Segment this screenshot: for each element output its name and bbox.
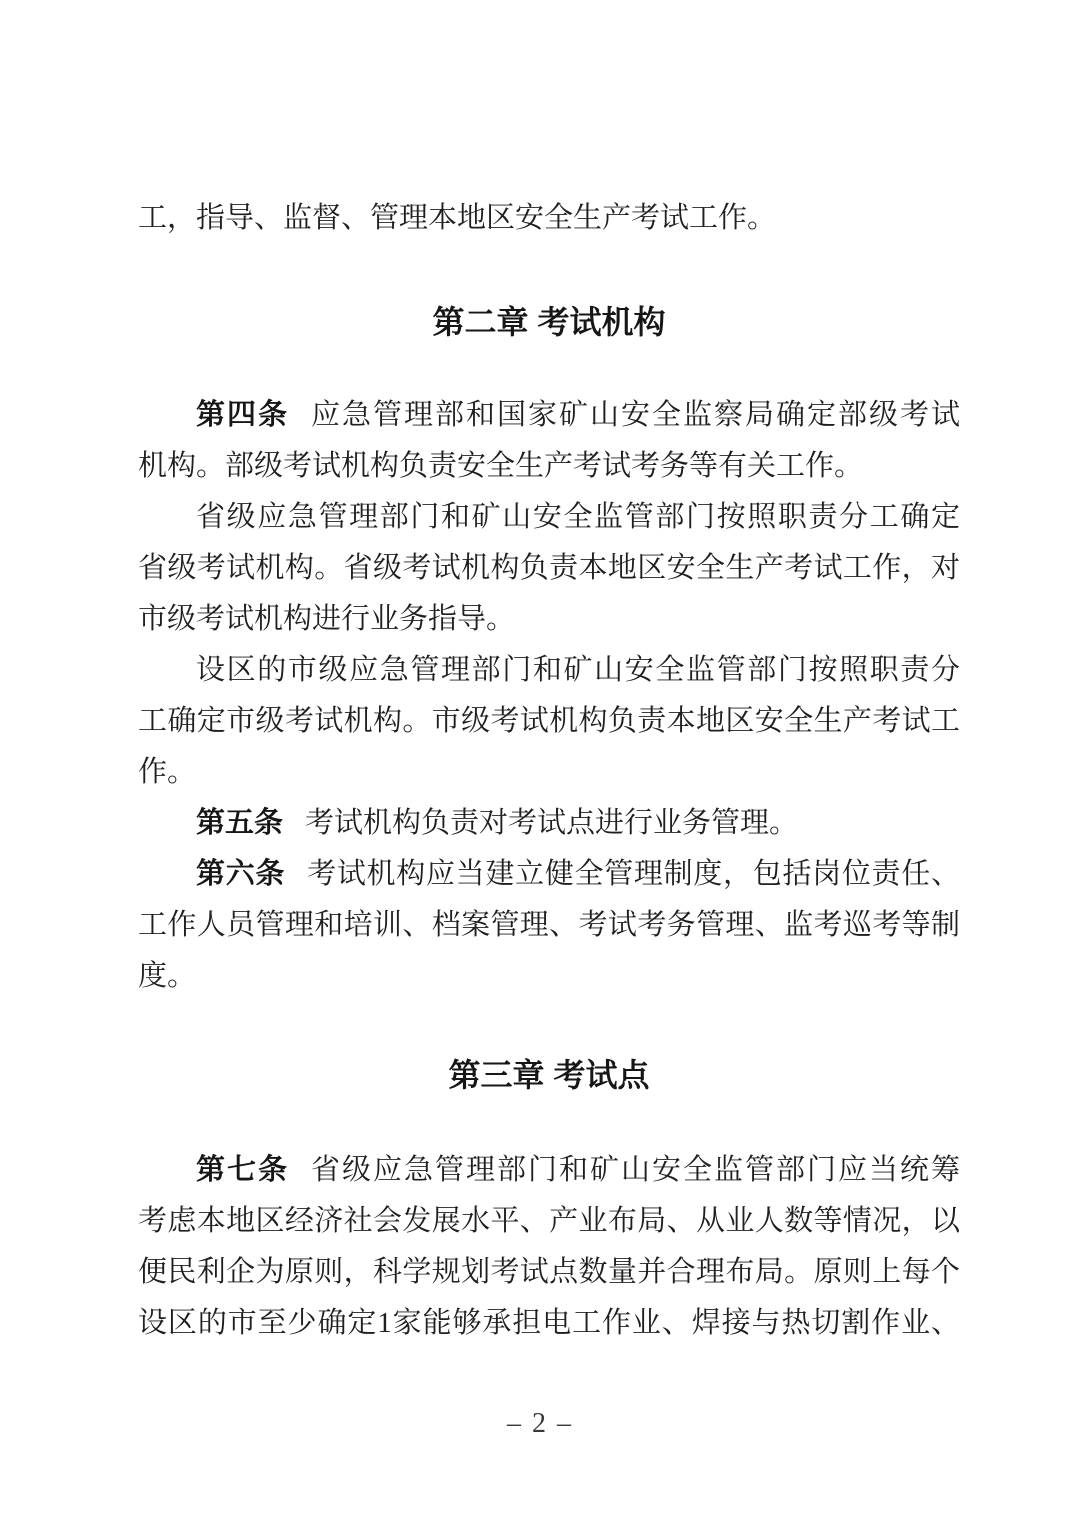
article-6-line-3: 度。 — [138, 960, 197, 992]
city-para-line-3: 作。 — [138, 756, 197, 788]
article-6-label: 第六条 — [196, 858, 286, 890]
article-7-line-1-text: 省级应急管理部门和矿山安全监管部门应当统筹 — [311, 1154, 960, 1186]
province-para-line-3: 市级考试机构进行业务指导。 — [138, 603, 516, 635]
chapter-2-heading: 第二章 考试机构 — [432, 304, 666, 340]
article-4-line-1 — [138, 390, 960, 441]
article-7-line-1 — [138, 1145, 960, 1196]
article-7-line-2: 考虑本地区经济社会发展水平、产业布局、从业人数等情况，以 — [138, 1205, 960, 1237]
article-6-line-2: 工作人员管理和培训、档案管理、考试考务管理、监考巡考等制 — [138, 909, 960, 941]
article-7-line-4: 设区的市至少确定1家能够承担电工作业、焊接与热切割作业、 — [138, 1307, 960, 1339]
article-6-line-1 — [138, 849, 960, 900]
page-number: – 2 – — [507, 1408, 573, 1439]
document-body — [138, 0, 960, 1349]
article-5-label: 第五条 — [196, 807, 284, 839]
province-para-line-1: 省级应急管理部门和矿山安全监管部门按照职责分工确定 — [196, 501, 960, 533]
chapter-3-heading: 第三章 考试点 — [448, 1057, 650, 1093]
article-6-line-1-text: 考试机构应当建立健全管理制度，包括岗位责任、 — [307, 858, 960, 890]
city-para-line-2: 工确定市级考试机构。市级考试机构负责本地区安全生产考试工 — [138, 705, 960, 737]
province-para-line-2: 省级考试机构。省级考试机构负责本地区安全生产考试工作，对 — [138, 552, 960, 584]
article-7-label: 第七条 — [196, 1154, 289, 1186]
article-4-line-1-text: 应急管理部和国家矿山安全监察局确定部级考试 — [311, 399, 960, 431]
city-para-line-1: 设区的市级应急管理部门和矿山安全监管部门按照职责分 — [196, 654, 960, 686]
article-5-line-1-text: 考试机构负责对考试点进行业务管理。 — [305, 807, 799, 839]
continuation-line: 工，指导、监督、管理本地区安全生产考试工作。 — [138, 202, 777, 234]
article-5-line-1 — [138, 798, 960, 849]
article-4-label: 第四条 — [196, 399, 289, 431]
article-4-line-2: 机构。部级考试机构负责安全生产考试考务等有关工作。 — [138, 450, 864, 482]
article-7-line-3: 便民利企为原则，科学规划考试点数量并合理布局。原则上每个 — [138, 1256, 960, 1288]
